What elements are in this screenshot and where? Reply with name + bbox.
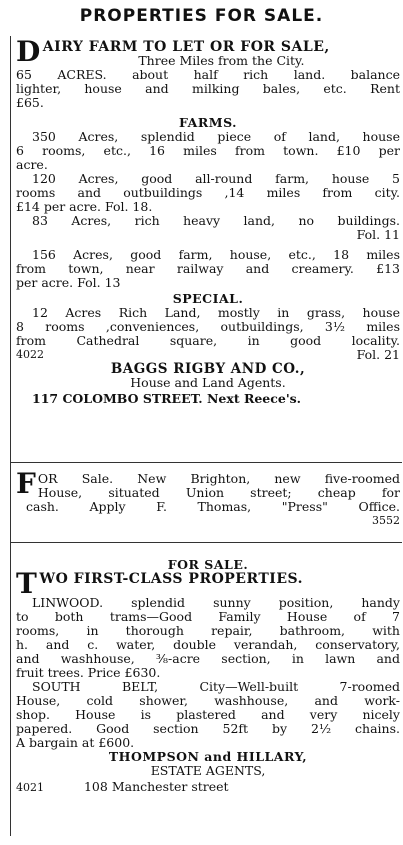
farm-line: 120 Acres, good all-round farm, house 5 (32, 171, 400, 186)
ad2-line: House, situated Union street; cheap for (37, 485, 400, 500)
farm-line: acre. (16, 157, 48, 172)
ad1-ref-row (16, 348, 400, 362)
farm-line: per acre. Fol. 13 (16, 275, 121, 290)
south-belt-line: SOUTH BELT, City—Well-built 7-roomed (32, 679, 400, 694)
section-farms: FARMS. (179, 115, 237, 130)
column-rule (10, 36, 11, 836)
ad3-agent-sub: ESTATE AGENTS, (150, 763, 266, 778)
separator-rule (10, 542, 402, 543)
linwood-line: fruit trees. Price £630. (16, 665, 161, 680)
farm-line: 6 rooms, etc., 16 miles from town. £10 per (16, 143, 400, 158)
linwood-line: LINWOOD. splendid sunny position, handy (32, 595, 400, 610)
separator-rule (10, 462, 402, 463)
ad2-line: cash. Apply F. Thomas, "Press" Office. (26, 499, 400, 514)
south-belt-line: House, cold shower, washhouse, and work- (16, 693, 400, 708)
ad1-body-line: £65. (16, 95, 44, 110)
linwood-line: to both trams—Good Family House of 7 (16, 609, 400, 624)
ad3-ref-number: 4021 (16, 781, 44, 794)
linwood-line: rooms, in thorough repair, bathroom, with (16, 623, 400, 638)
farm-line: 350 Acres, splendid piece of land, house (32, 129, 400, 144)
special-line: 8 rooms ,conveniences, outbuildings, 3½ miles (16, 319, 400, 334)
ad3-for-sale: FOR SALE. (167, 557, 249, 572)
south-belt-line: papered. Good section 52ft by 2½ chains. (16, 721, 400, 736)
linwood-line: h. and c. water, double verandah, conservatory, (16, 637, 400, 652)
ad3-agent: THOMPSON and HILLARY, (108, 749, 308, 764)
farm-line: £14 per acre. Fol. 18. (16, 199, 153, 214)
page-heading: PROPERTIES FOR SALE. (79, 6, 324, 26)
ad2-line: FOR Sale. New Brighton, new five-roomed (16, 467, 400, 500)
ad1-agent-sub: House and Land Agents. (130, 375, 286, 390)
ad1-agent: BAGGS RIGBY AND CO., (110, 361, 306, 377)
ad1-ref-number: 4022 (16, 348, 44, 361)
special-line: 12 Acres Rich Land, mostly in grass, house (32, 305, 400, 320)
ad1-body-line: 65 ACRES. about half rich land. balance (16, 67, 400, 82)
farm-line: from town, near railway and creamery. £13 (16, 261, 400, 276)
ad-baggs-rigby (16, 35, 400, 406)
south-belt-line: A bargain at £600. (16, 735, 135, 750)
ad1-ref-fol: Fol. 21 (356, 347, 400, 362)
south-belt-line: shop. House is plastered and very nicely (16, 707, 400, 722)
ad1-address: 117 COLOMBO STREET. Next Reece's. (32, 391, 302, 406)
ad-new-brighton (16, 467, 400, 528)
farm-line: Fol. 11 (356, 227, 400, 242)
farm-line: 156 Acres, good farm, house, etc., 18 miles (32, 247, 400, 262)
ad1-subtitle: Three Miles from the City. (138, 53, 305, 68)
ad2-dropcap: F (16, 467, 36, 500)
section-special: SPECIAL. (172, 291, 244, 306)
ad1-body-line: lighter, house and milking bales, etc. Rent (16, 81, 400, 96)
farm-line: rooms and outbuildings ,14 miles from city. (16, 185, 400, 200)
ad2-ref-number: 3552 (372, 514, 400, 527)
ad3-address: 108 Manchester street (83, 779, 229, 794)
ad-thompson-hillary (16, 558, 400, 795)
farm-line: 83 Acres, rich heavy land, no buildings. (32, 213, 400, 228)
ad3-title: TWO FIRST-CLASS PROPERTIES. (16, 567, 303, 600)
ad3-dropcap: T (16, 567, 38, 600)
ad1-title: DAIRY FARM TO LET OR FOR SALE, (16, 35, 330, 68)
ad3-ref-row (16, 780, 400, 795)
linwood-line: and washhouse, ⅜-acre section, in lawn and (16, 651, 400, 666)
ad1-dropcap: D (16, 35, 41, 68)
special-line: from Cathedral square, in good locality. (16, 333, 400, 348)
